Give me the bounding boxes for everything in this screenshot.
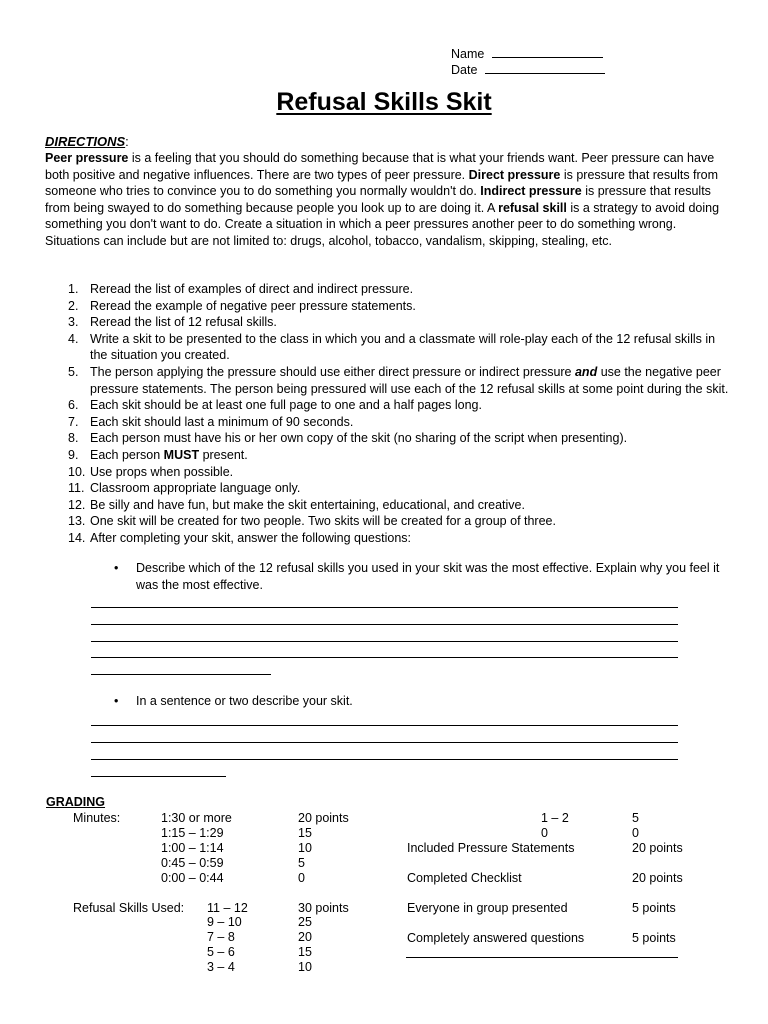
criterion-label: Completed Checklist [407,871,522,885]
directions-heading: DIRECTIONS: [45,134,129,149]
answer-line[interactable] [91,725,678,726]
answer-line[interactable] [91,674,271,675]
skills-points: 30 points [298,901,349,915]
term-refusal-skill: refusal skill [498,200,567,215]
minutes-points: 20 points [298,811,349,825]
criterion-label: Everyone in group presented [407,901,568,915]
answer-line[interactable] [91,657,678,658]
list-item: 3. Reread the list of 12 refusal skills. [68,315,277,330]
term-indirect-pressure: Indirect pressure [480,184,582,199]
skills-range: 1 – 2 [541,811,569,825]
directions-paragraph: Peer pressure is a feeling that you should do something because that is what your friends want. Peer pressure can have both positive and negative influences. There are two types of peer pressure. Direct pressure is pressure that results from someone who tries to convince you to do something you normally wouldn't do. Indirect pressure is pressure that results from being swayed to do something because people you look up to are doing it. A refusal skill is a strategy to avoid doing something you don't want to do. Create a situation in which a peer pressures another peer to do something wrong. Situations can include but are not limited to: drugs, alcohol, tobacco, vandalism, skipping, stealing, etc. [45,151,720,248]
date-field[interactable] [451,62,605,77]
minutes-points: 10 [298,841,312,855]
list-item: 12. Be silly and have fun, but make the skit entertaining, educational, and creative. [68,497,525,512]
skills-range: 11 – 12 [207,901,248,915]
question-2-text: In a sentence or two describe your skit. [136,694,353,708]
date-blank[interactable] [485,62,605,74]
minutes-range: 1:00 – 1:14 [161,841,224,855]
criterion-label: Included Pressure Statements [407,841,575,855]
list-item: 9. Each person MUST present. [68,447,248,462]
question-1 [114,560,729,594]
date-label: Date [451,63,478,77]
answer-line[interactable] [91,607,678,608]
steps-list [45,281,735,547]
list-item: 7. Each skit should last a minimum of 90 seconds. [68,414,354,429]
term-peer-pressure: Peer pressure [45,151,129,165]
name-field[interactable] [451,46,603,61]
question-2 [114,693,729,710]
skills-points: 10 [298,960,312,974]
criterion-points: 5 points [632,931,676,945]
skills-label: Refusal Skills Used: [73,901,185,915]
minutes-points: 15 [298,826,312,840]
minutes-label: Minutes: [73,811,121,825]
answer-line[interactable] [91,641,678,642]
list-item: 4. Write a skit to be presented to the class in which you and a classmate will role-play each of the 12 refusal skills in the situation you created. [68,331,716,363]
list-item: 5. The person applying the pressure should use either direct pressure or indirect pressure and use the negative peer pressure statements. The person being pressured will use each of the 12 refusal skills at some point during the skit. [68,364,729,396]
skills-points: 5 [632,811,639,825]
total-line[interactable] [406,957,678,958]
list-item: 14. After completing your skit, answer the following questions: [68,530,411,545]
skills-range: 9 – 10 [207,915,242,929]
answer-line[interactable] [91,776,226,777]
list-item: 11. Classroom appropriate language only. [68,481,301,496]
minutes-range: 0:45 – 0:59 [161,856,224,870]
name-label: Name [451,47,485,61]
list-item: 13. One skit will be created for two people. Two skits will be created for a group of three. [68,514,556,529]
grading-heading: GRADING [46,795,106,809]
criterion-points: 20 points [632,871,683,885]
skills-range: 5 – 6 [207,945,235,959]
minutes-points: 0 [298,871,305,885]
skills-range: 3 – 4 [207,960,235,974]
term-direct-pressure: Direct pressure [468,167,561,182]
list-item: 1. Reread the list of examples of direct and indirect pressure. [68,282,414,296]
name-blank[interactable] [492,46,603,58]
answer-line[interactable] [91,759,678,760]
minutes-range: 0:00 – 0:44 [161,871,224,885]
minutes-range: 1:30 or more [161,811,232,825]
list-item: 8. Each person must have his or her own copy of the skit (no sharing of the script when presenting). [68,431,628,446]
skills-points: 15 [298,945,312,959]
skills-points: 20 [298,930,312,944]
minutes-range: 1:15 – 1:29 [161,826,224,840]
list-item: 6. Each skit should be at least one full page to one and a half pages long. [68,398,482,413]
page-title: Refusal Skills Skit [276,88,492,116]
list-item: 2. Reread the example of negative peer pressure statements. [68,298,416,313]
answer-line[interactable] [91,624,678,625]
skills-range: 0 [541,826,548,840]
criterion-points: 5 points [632,901,676,915]
criterion-points: 20 points [632,841,683,855]
skills-range: 7 – 8 [207,930,235,944]
list-item: 10. Use props when possible. [68,464,234,479]
bullet-icon: • [114,561,119,575]
bullet-icon: • [114,694,119,708]
skills-points: 0 [632,826,639,840]
answer-line[interactable] [91,742,678,743]
question-1-text: Describe which of the 12 refusal skills you used in your skit was the most effective. Explain why you feel it was the most effective. [136,561,720,592]
criterion-label: Completely answered questions [407,931,585,945]
skills-points: 25 [298,915,312,929]
minutes-points: 5 [298,856,305,870]
